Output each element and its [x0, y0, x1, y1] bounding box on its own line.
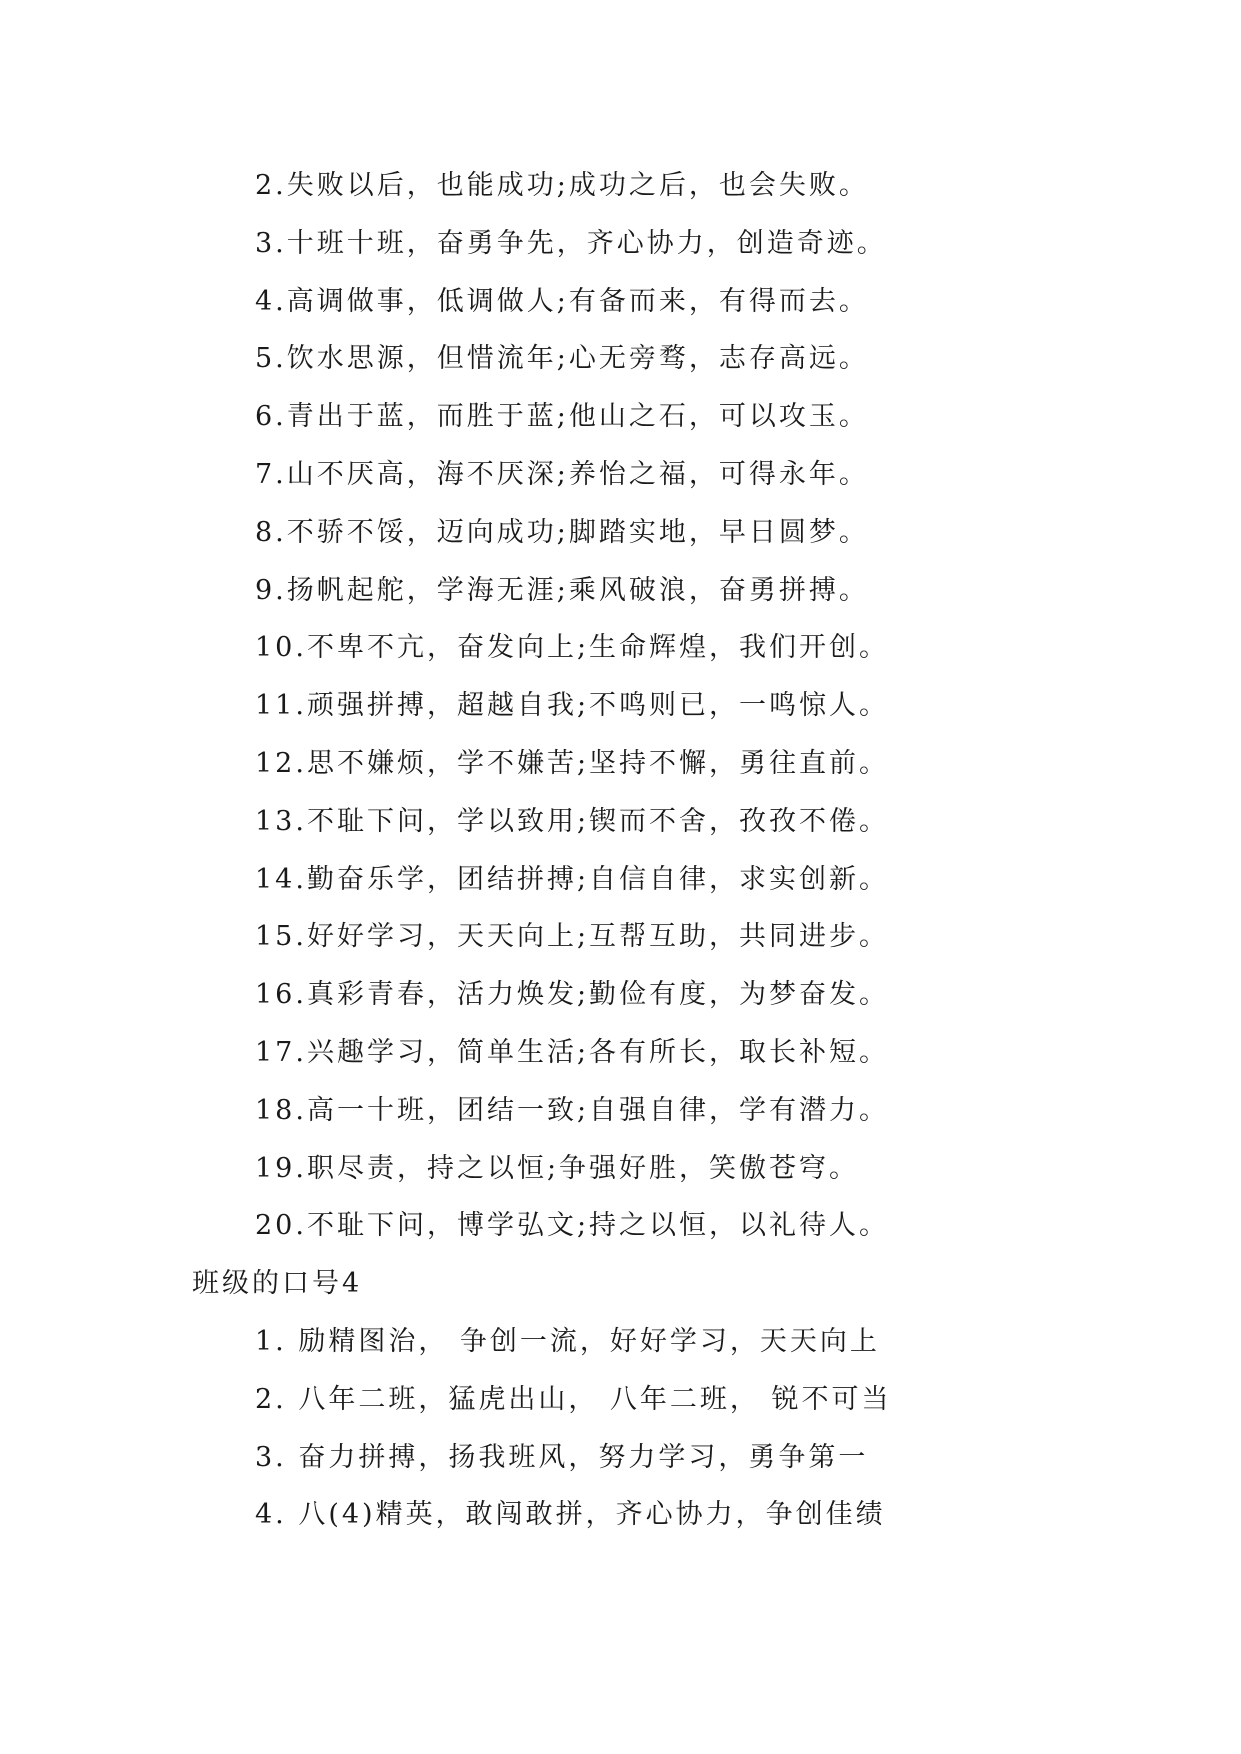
slogan-line: 14.勤奋乐学，团结拼搏;自信自律，求实创新。 [255, 863, 890, 895]
slogan-line: 10.不卑不亢，奋发向上;生命辉煌，我们开创。 [255, 632, 890, 664]
slogan-line: 6.青出于蓝，而胜于蓝;他山之石，可以攻玉。 [255, 401, 869, 433]
slogan-line: 16.真彩青春，活力焕发;勤俭有度，为梦奋发。 [255, 979, 890, 1011]
slogan-line: 3.十班十班，奋勇争先，齐心协力，创造奇迹。 [255, 227, 887, 259]
slogan-line: 19.职尽责，持之以恒;争强好胜，笑傲苍穹。 [255, 1152, 860, 1184]
slogan-line: 2. 八年二班，猛虎出山， 八年二班， 锐不可当 [255, 1383, 892, 1415]
slogan-line: 5.饮水思源，但惜流年;心无旁骛，志存高远。 [255, 343, 869, 375]
slogan-line: 12.思不嫌烦，学不嫌苦;坚持不懈，勇往直前。 [255, 747, 890, 779]
slogan-line: 7.山不厌高，海不厌深;养怡之福，可得永年。 [255, 458, 869, 490]
slogan-line: 1. 励精图治， 争创一流，好好学习，天天向上 [255, 1325, 880, 1357]
slogan-line: 3. 奋力拼搏，扬我班风，努力学习，勇争第一 [255, 1441, 869, 1473]
slogan-line: 11.顽强拼搏，超越自我;不鸣则已，一鸣惊人。 [255, 690, 890, 722]
slogan-line: 18.高一十班，团结一致;自强自律，学有潜力。 [255, 1094, 890, 1126]
slogan-line: 8.不骄不馁，迈向成功;脚踏实地，早日圆梦。 [255, 516, 869, 548]
slogan-line: 4. 八(4)精英，敢闯敢拼，齐心协力，争创佳绩 [255, 1499, 886, 1531]
slogan-line: 2.失败以后，也能成功;成功之后，也会失败。 [255, 170, 869, 201]
slogan-line: 13.不耻下问，学以致用;锲而不舍，孜孜不倦。 [255, 805, 890, 837]
slogan-line: 17.兴趣学习，简单生活;各有所长，取长补短。 [255, 1036, 890, 1068]
slogan-line: 9.扬帆起舵，学海无涯;乘风破浪，奋勇拼搏。 [255, 574, 869, 606]
slogan-line: 4.高调做事，低调做人;有备而来，有得而去。 [255, 285, 869, 317]
section-heading: 班级的口号4 [192, 1268, 363, 1300]
slogan-line: 15.好好学习，天天向上;互帮互助，共同进步。 [255, 921, 890, 953]
document-body [0, 157, 1241, 1544]
slogan-line: 20.不耻下问，博学弘文;持之以恒，以礼待人。 [255, 1210, 890, 1242]
